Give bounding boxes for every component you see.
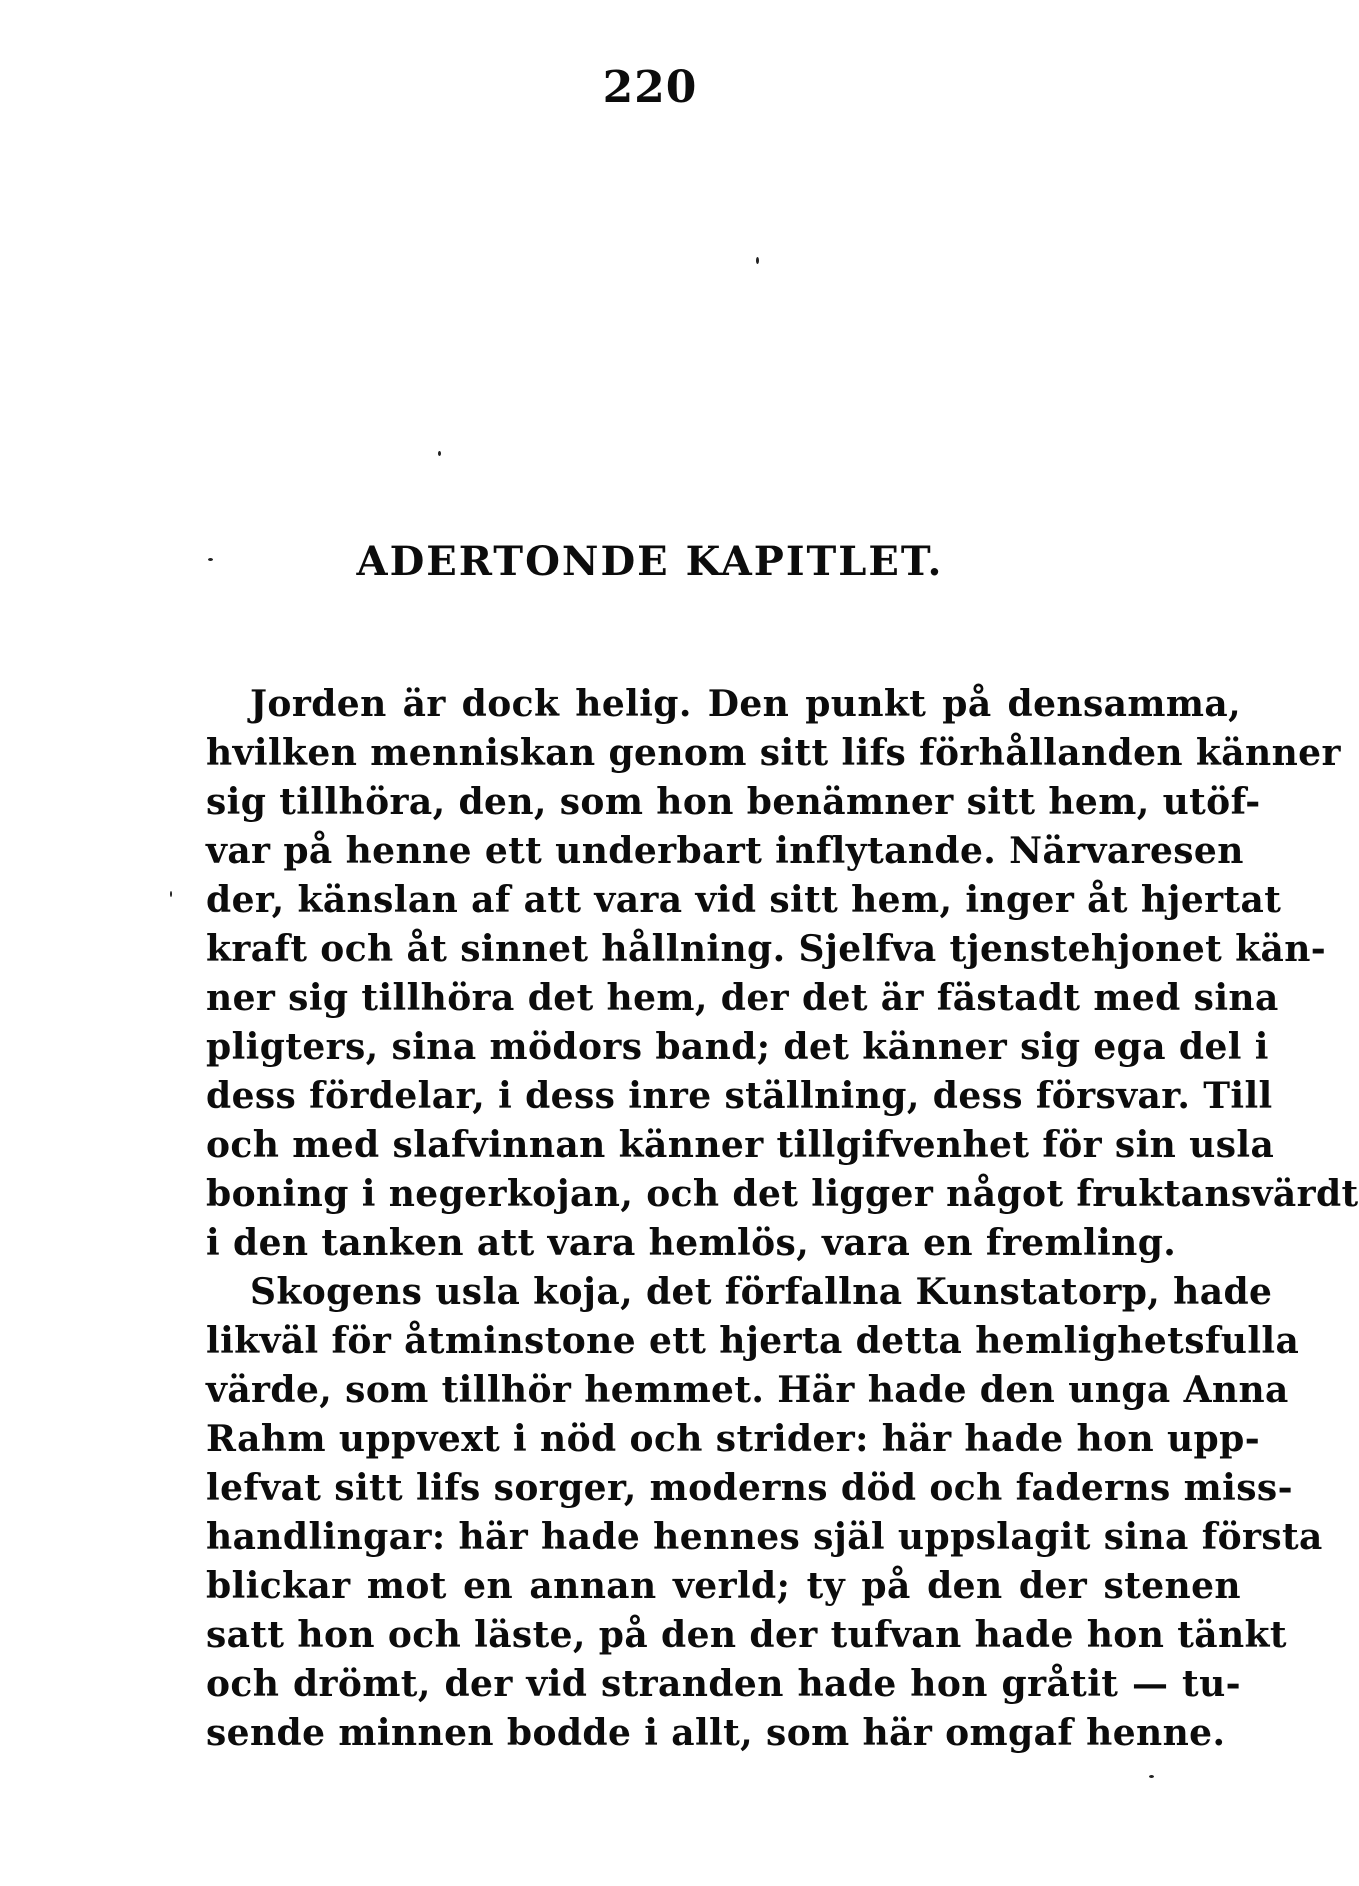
chapter-title: ADERTONDE KAPITLET. bbox=[356, 538, 944, 585]
text-line: Skogens usla koja, det förfallna Kunstatorp, hade bbox=[250, 1271, 1273, 1313]
speck-mark bbox=[1149, 1775, 1154, 1778]
body-text bbox=[206, 680, 1359, 1758]
text-line: Rahm uppvext i nöd och strider: här hade hon upp- bbox=[206, 1418, 1261, 1460]
text-line: der, känslan af att vara vid sitt hem, inger åt hjertat bbox=[206, 879, 1282, 921]
text-line: och drömt, der vid stranden hade hon gråtit — tu- bbox=[206, 1663, 1241, 1705]
text-line: pligters, sina mödors band; det känner sig ega del i bbox=[206, 1026, 1269, 1068]
speck-mark bbox=[170, 891, 172, 897]
text-line: sig tillhöra, den, som hon benämner sitt hem, utöf- bbox=[206, 781, 1261, 823]
text-line: i den tanken att vara hemlös, vara en fremling. bbox=[206, 1222, 1177, 1264]
text-line: hvilken menniskan genom sitt lifs förhållanden känner bbox=[206, 732, 1341, 774]
text-line: var på henne ett underbart inflytande. Närvaresen bbox=[206, 830, 1244, 872]
text-line: ner sig tillhöra det hem, der det är fästadt med sina bbox=[206, 977, 1279, 1019]
text-line: likväl för åtminstone ett hjerta detta hemlighetsfulla bbox=[206, 1320, 1300, 1362]
text-line: värde, som tillhör hemmet. Här hade den unga Anna bbox=[206, 1369, 1289, 1411]
text-line: lefvat sitt lifs sorger, moderns död och faderns miss- bbox=[206, 1467, 1293, 1509]
text-line: sende minnen bodde i allt, som här omgaf henne. bbox=[206, 1712, 1226, 1754]
text-line: handlingar: här hade hennes själ uppslagit sina första bbox=[206, 1516, 1323, 1558]
text-line: dess fördelar, i dess inre ställning, dess försvar. Till bbox=[206, 1075, 1273, 1117]
speck-mark bbox=[756, 257, 759, 264]
text-line: boning i negerkojan, och det ligger något fruktansvärdt bbox=[206, 1173, 1359, 1215]
text-line: och med slafvinnan känner tillgifvenhet för sin usla bbox=[206, 1124, 1275, 1166]
text-line: satt hon och läste, på den der tufvan hade hon tänkt bbox=[206, 1614, 1287, 1656]
text-line: blickar mot en annan verld; ty på den der stenen bbox=[206, 1565, 1241, 1607]
text-line: Jorden är dock helig. Den punkt på densamma, bbox=[250, 683, 1241, 725]
speck-mark bbox=[438, 451, 441, 456]
page-number: 220 bbox=[602, 62, 698, 113]
text-line: kraft och åt sinnet hållning. Sjelfva tjenstehjonet kän- bbox=[206, 928, 1327, 970]
